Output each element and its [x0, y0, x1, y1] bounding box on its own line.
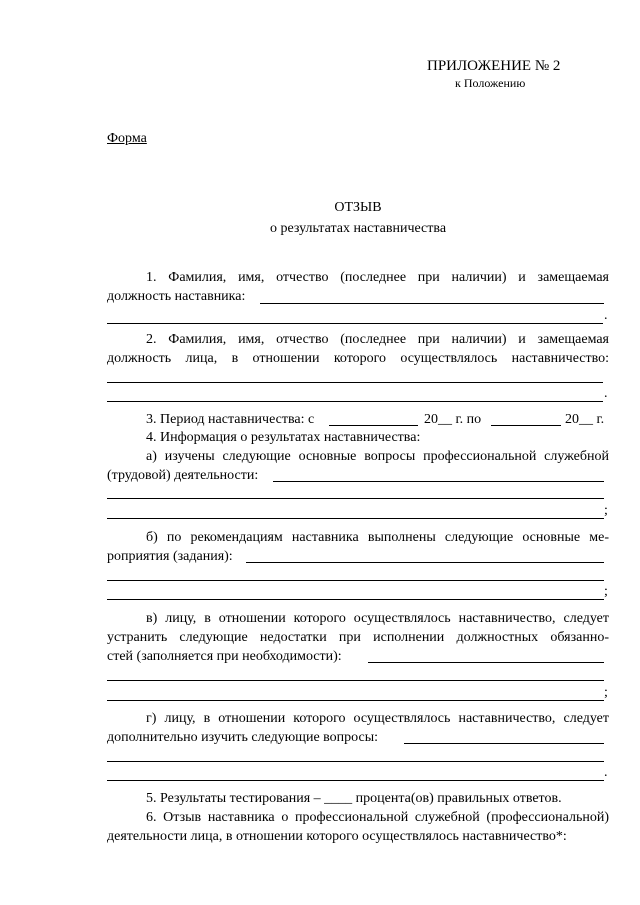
section-4b-semicolon: ; [604, 584, 608, 599]
document-title: ОТЗЫВ [334, 200, 382, 215]
form-label: Форма [107, 131, 147, 146]
section-4v-line-2: устранить следующие недостатки при исполнении должностных обязанно- [107, 630, 609, 645]
section-4a-line-1: а) изучены следующие основные вопросы профессиональной служебной [146, 449, 609, 464]
section-4b-line-1: б) по рекомендациям наставника выполнены следующие основные ме- [146, 530, 609, 545]
additional-questions-field-2[interactable] [107, 761, 604, 762]
appendix-subtitle: к Положению [455, 76, 526, 90]
mentor-position-field[interactable] [107, 323, 603, 324]
section-4v-line-1: в) лицу, в отношении которого осуществлялось наставничество, следует [146, 611, 609, 626]
section-3-year-1: 20__ г. по [424, 412, 482, 427]
section-4b-line-2: роприятия (задания): [107, 549, 233, 564]
section-4-heading: 4. Информация о результатах наставничества: [146, 430, 421, 445]
mentee-position-field[interactable] [107, 401, 603, 402]
completed-tasks-field-2[interactable] [107, 580, 604, 581]
section-6-line-1: 6. Отзыв наставника о профессиональной служебной (профессиональной) [146, 810, 609, 825]
section-1-line-2: должность наставника: [107, 289, 246, 304]
studied-questions-field-1[interactable] [273, 481, 604, 482]
completed-tasks-field-1[interactable] [246, 562, 604, 563]
additional-questions-field-1[interactable] [404, 743, 604, 744]
section-4a-semicolon: ; [604, 503, 608, 518]
section-3-period-label: 3. Период наставничества: с [146, 412, 315, 427]
period-end-field[interactable] [491, 425, 561, 426]
shortcomings-field-2[interactable] [107, 680, 604, 681]
studied-questions-field-2[interactable] [107, 498, 604, 499]
period-start-field[interactable] [329, 425, 418, 426]
section-1-line-1: 1. Фамилия, имя, отчество (последнее при наличии) и замещаемая [146, 270, 609, 285]
section-3-year-2: 20__ г. [565, 412, 605, 427]
studied-questions-field-3[interactable] [107, 518, 604, 519]
completed-tasks-field-3[interactable] [107, 599, 604, 600]
mentor-name-field[interactable] [260, 303, 604, 304]
section-4g-line-1: г) лицу, в отношении которого осуществлялось наставничество, следует [146, 711, 609, 726]
section-1-period: . [604, 308, 608, 323]
section-4v-line-3: стей (заполняется при необходимости): [107, 649, 342, 664]
section-2-line-1: 2. Фамилия, имя, отчество (последнее при наличии) и замещаемая [146, 332, 609, 347]
section-4v-semicolon: ; [604, 685, 608, 700]
shortcomings-field-3[interactable] [107, 700, 604, 701]
appendix-number: ПРИЛОЖЕНИЕ № 2 [427, 58, 561, 74]
shortcomings-field-1[interactable] [368, 662, 604, 663]
mentee-name-field[interactable] [107, 382, 603, 383]
additional-questions-field-3[interactable] [107, 780, 604, 781]
section-2-line-2: должность лица, в отношении которого осуществлялось наставничество: [107, 351, 609, 366]
section-2-period: . [604, 386, 608, 401]
section-5-test-results: 5. Результаты тестирования – ____ процента(ов) правильных ответов. [146, 791, 562, 806]
section-6-line-2: деятельности лица, в отношении которого осуществлялось наставничество*: [107, 829, 567, 844]
section-4g-period: . [604, 765, 608, 780]
section-4a-line-2: (трудовой) деятельности: [107, 468, 259, 483]
document-subtitle: о результатах наставничества [269, 221, 447, 236]
section-4g-line-2: дополнительно изучить следующие вопросы: [107, 730, 379, 745]
